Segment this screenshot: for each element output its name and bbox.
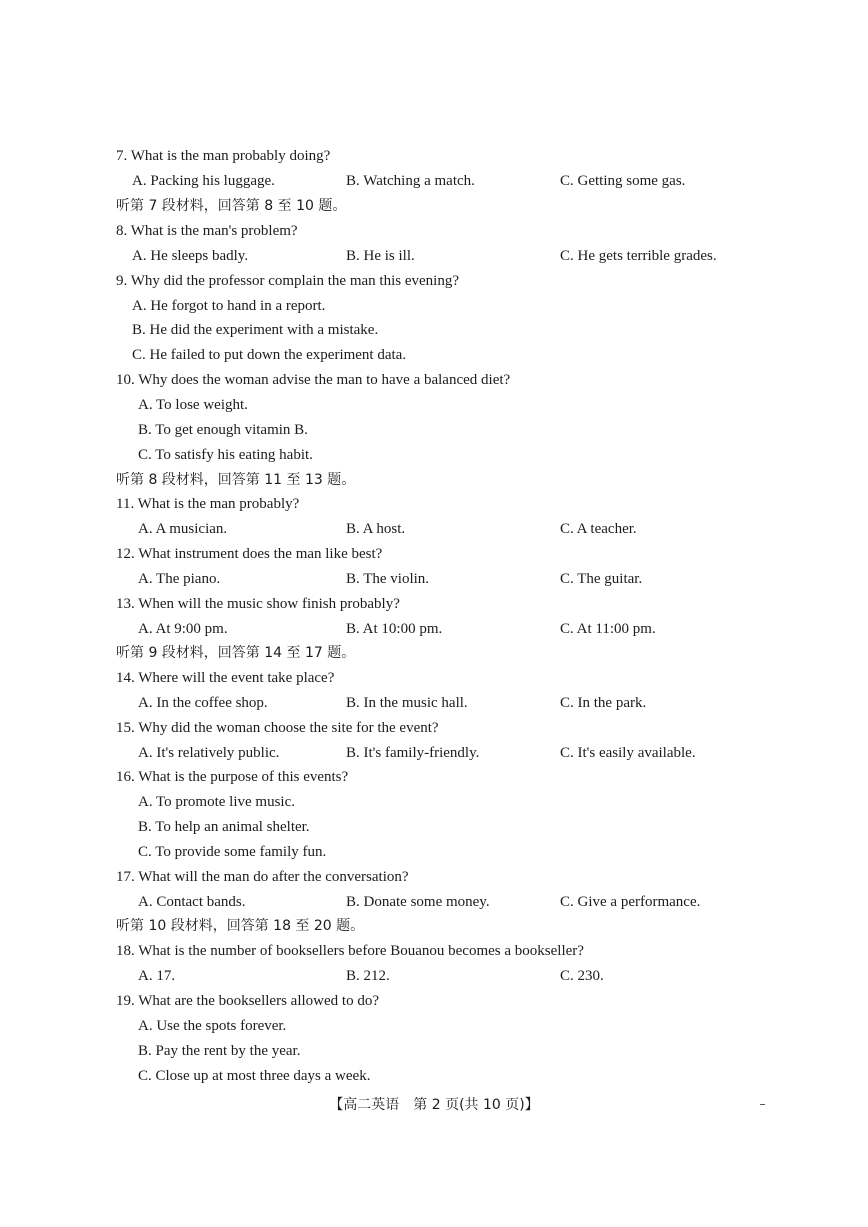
options-18 [0, 965, 868, 987]
option-b: B. Watching a match. [346, 173, 475, 189]
question-text: 19. What are the booksellers allowed to do? [116, 993, 379, 1009]
option-19b [0, 1040, 868, 1062]
question-9 [0, 270, 868, 292]
option-10c [0, 444, 868, 466]
section-text: 听第 7 段材料，回答第 8 至 10 题。 [116, 198, 347, 214]
question-text: 16. What is the purpose of this events? [116, 769, 349, 785]
options-17 [0, 891, 868, 913]
option-9a [0, 295, 868, 317]
option-c: C. Close up at most three days a week. [138, 1068, 371, 1084]
option-b: B. It's family-friendly. [346, 745, 480, 761]
option-b: B. Pay the rent by the year. [138, 1043, 301, 1059]
option-b: B. He did the experiment with a mistake. [132, 322, 379, 338]
section-header-9 [0, 642, 868, 664]
option-b: B. To get enough vitamin B. [138, 422, 308, 438]
option-c: C. The guitar. [560, 571, 643, 587]
question-text: 15. Why did the woman choose the site for the event? [116, 720, 439, 736]
question-17 [0, 866, 868, 888]
option-c: C. In the park. [560, 695, 647, 711]
option-10a [0, 394, 868, 416]
question-text: 12. What instrument does the man like best? [116, 546, 383, 562]
option-a: A. The piano. [138, 571, 221, 587]
question-text: 10. Why does the woman advise the man to have a balanced diet? [116, 372, 511, 388]
question-15 [0, 717, 868, 739]
question-text: 7. What is the man probably doing? [116, 148, 331, 164]
question-8 [0, 220, 868, 242]
section-text: 听第 8 段材料，回答第 11 至 13 题。 [116, 472, 356, 488]
option-a: A. Use the spots forever. [138, 1018, 287, 1034]
option-16b [0, 816, 868, 838]
options-14 [0, 692, 868, 714]
option-c: C. Give a performance. [560, 894, 701, 910]
option-a: A. At 9:00 pm. [138, 621, 228, 637]
options-7 [0, 170, 868, 192]
option-c: C. A teacher. [560, 521, 637, 537]
question-16 [0, 766, 868, 788]
option-19c [0, 1065, 868, 1087]
question-text: 8. What is the man's problem? [116, 223, 298, 239]
option-c: C. It's easily available. [560, 745, 696, 761]
question-text: 14. Where will the event take place? [116, 670, 335, 686]
question-19 [0, 990, 868, 1012]
question-text: 13. When will the music show finish probably? [116, 596, 400, 612]
section-header-10 [0, 915, 868, 937]
question-text: 11. What is the man probably? [116, 496, 300, 512]
option-c: C. At 11:00 pm. [560, 621, 656, 637]
option-c: C. To satisfy his eating habit. [138, 447, 313, 463]
option-c: C. To provide some family fun. [138, 844, 327, 860]
option-b: B. 212. [346, 968, 390, 984]
section-text: 听第 10 段材料，回答第 18 至 20 题。 [116, 918, 365, 934]
question-10 [0, 369, 868, 391]
option-16a [0, 791, 868, 813]
question-text: 17. What will the man do after the conversation? [116, 869, 409, 885]
option-b: B. In the music hall. [346, 695, 468, 711]
question-text: 18. What is the number of booksellers before Bouanou becomes a bookseller? [116, 943, 584, 959]
option-a: A. A musician. [138, 521, 228, 537]
option-a: A. Packing his luggage. [132, 173, 275, 189]
option-c: C. Getting some gas. [560, 173, 686, 189]
option-a: A. It's relatively public. [138, 745, 280, 761]
option-19a [0, 1015, 868, 1037]
question-7 [0, 145, 868, 167]
option-a: A. To lose weight. [138, 397, 248, 413]
option-a: A. 17. [138, 968, 176, 984]
options-12 [0, 568, 868, 590]
question-18 [0, 940, 868, 962]
option-9c [0, 344, 868, 366]
option-a: A. He forgot to hand in a report. [132, 298, 326, 314]
options-15 [0, 742, 868, 764]
question-12 [0, 543, 868, 565]
option-c: C. He gets terrible grades. [560, 248, 717, 264]
question-text: 9. Why did the professor complain the man this evening? [116, 273, 459, 289]
option-c: C. 230. [560, 968, 604, 984]
question-14 [0, 667, 868, 689]
question-11 [0, 493, 868, 515]
option-c: C. He failed to put down the experiment data. [132, 347, 407, 363]
option-b: B. At 10:00 pm. [346, 621, 443, 637]
option-16c [0, 841, 868, 863]
corner-mark [760, 1104, 765, 1105]
section-text: 听第 9 段材料，回答第 14 至 17 题。 [116, 645, 356, 661]
option-b: B. A host. [346, 521, 406, 537]
option-a: A. To promote live music. [138, 794, 295, 810]
options-13 [0, 618, 868, 640]
option-a: A. In the coffee shop. [138, 695, 268, 711]
option-b: B. Donate some money. [346, 894, 490, 910]
options-11 [0, 518, 868, 540]
section-header-8 [0, 469, 868, 491]
option-b: B. He is ill. [346, 248, 415, 264]
option-a: A. He sleeps badly. [132, 248, 249, 264]
question-13 [0, 593, 868, 615]
option-9b [0, 319, 868, 341]
option-10b [0, 419, 868, 441]
section-header-7 [0, 195, 868, 217]
options-8 [0, 245, 868, 267]
page-footer: 【高二英语 第 2 页(共 10 页)】 [329, 1097, 539, 1113]
option-a: A. Contact bands. [138, 894, 246, 910]
option-b: B. To help an animal shelter. [138, 819, 310, 835]
option-b: B. The violin. [346, 571, 430, 587]
